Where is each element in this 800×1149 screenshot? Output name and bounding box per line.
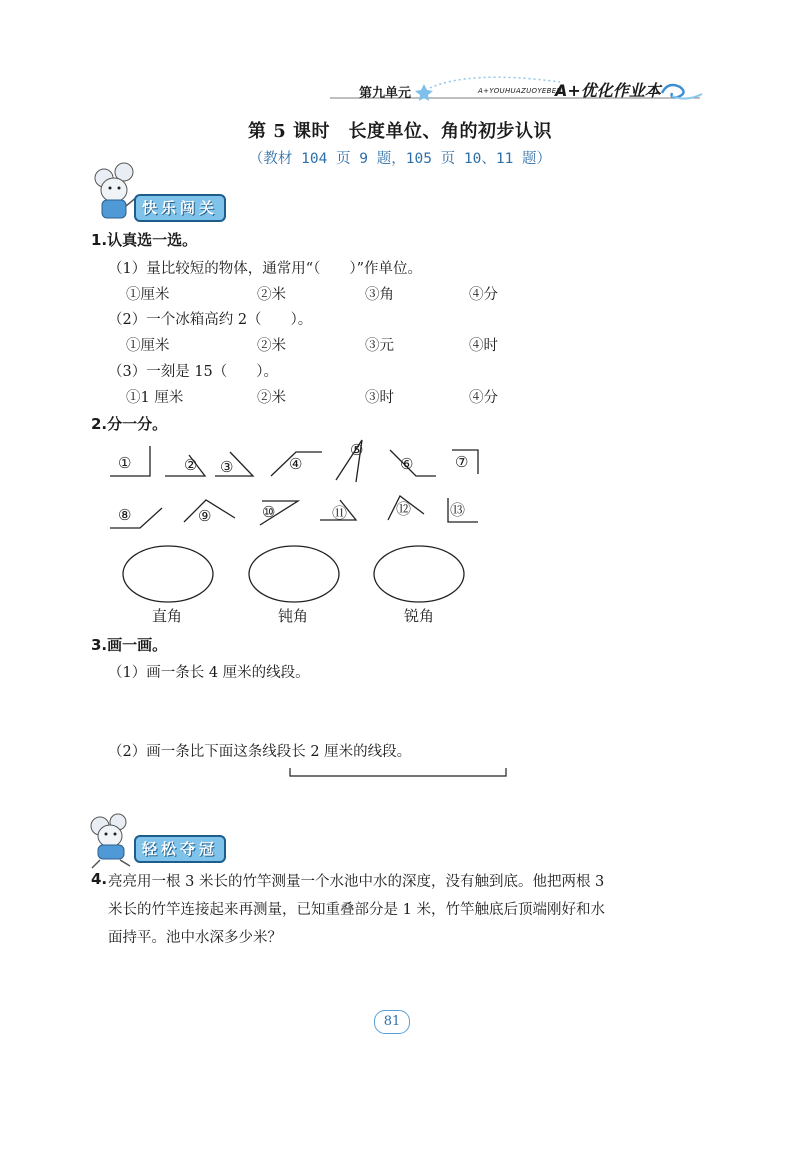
lesson-title: 第 5 课时 长度单位、角的初步认识 [247,121,553,142]
angle-label-5: ⑤ [350,441,364,459]
angle-label-1: ① [118,454,132,472]
q3-part2: （2）画一条比下面这条线段长 2 厘米的线段。 [108,744,412,760]
q1-item3-option-3: ③时 [365,390,394,406]
section-banner-win: 轻松夺冠 [134,835,226,863]
q1-item3-option-4: ④分 [469,390,498,406]
brand-pinyin: A+YOUHUAZUOYEBEN [478,87,563,95]
angle-label-6: ⑥ [400,455,414,473]
angle-label-10: ⑩ [262,503,276,521]
angle-label-12: ⑫ [396,500,412,518]
q1-item1-stem: （1）量比较短的物体，通常用“（ ）”作单位。 [108,261,423,277]
page-number: 81 [374,1010,410,1034]
reference-segment [290,768,506,776]
angle-figures [110,440,478,528]
category-acute-angle: 锐角 [404,607,435,625]
q1-item1-option-1: ①厘米 [126,287,170,303]
lesson-subtitle: （教材 104 页 9 题，105 页 10、11 题） [248,151,552,167]
brand-logo: A+优化作业本 [555,81,661,100]
q1-item2-option-2: ②米 [257,338,286,354]
mouse-mascot-icon [95,163,138,218]
q4-line1: 亮亮用一根 3 米长的竹竿测量一个水池中水的深度，没有触到底。他把两根 3 [108,874,605,890]
angle-label-11: ⑪ [332,504,348,522]
section-banner-happy: 快乐闯关 [134,194,226,222]
q1-item2-option-4: ④时 [469,338,498,354]
q1-item1-option-4: ④分 [469,287,498,303]
q1-item2-option-1: ①厘米 [126,338,170,354]
running-mouse-mascot-icon [91,814,130,868]
q2-title: 2.分一分。 [91,415,168,433]
q1-item1-option-2: ②米 [257,287,286,303]
angle-label-3: ③ [220,458,234,476]
category-obtuse-angle: 钝角 [278,607,309,625]
angle-label-4: ④ [289,455,303,473]
angle-label-2: ② [184,456,198,474]
q1-item2-option-3: ③元 [365,338,394,354]
q1-title: 1.认真选一选。 [91,231,198,249]
q1-item1-option-3: ③角 [365,287,394,303]
q3-part1: （1）画一条长 4 厘米的线段。 [108,665,310,681]
obtuse-angle-oval [249,546,339,602]
category-right-angle: 直角 [152,607,183,625]
unit-label: 第九单元 [359,86,412,101]
q1-item2-stem: （2）一个冰箱高约 2（ ）。 [108,312,313,328]
header-star-icon [415,84,433,101]
q1-item3-option-1: ①1 厘米 [126,390,184,406]
acute-angle-oval [374,546,464,602]
angle-label-13: ⑬ [450,501,466,519]
q1-item3-stem: （3）一刻是 15（ ）。 [108,364,279,380]
q3-title: 3.画一画。 [91,636,168,654]
q4-line3: 面持平。池中水深多少米？ [108,930,282,946]
q4-line2: 米长的竹竿连接起来再测量，已知重叠部分是 1 米，竹竿触底后顶端刚好和水 [108,902,605,918]
right-angle-oval [123,546,213,602]
angle-label-7: ⑦ [455,453,469,471]
q4-number: 4. [91,870,108,888]
angle-label-9: ⑨ [198,507,212,525]
angle-label-8: ⑧ [118,506,132,524]
q1-item3-option-2: ②米 [257,390,286,406]
